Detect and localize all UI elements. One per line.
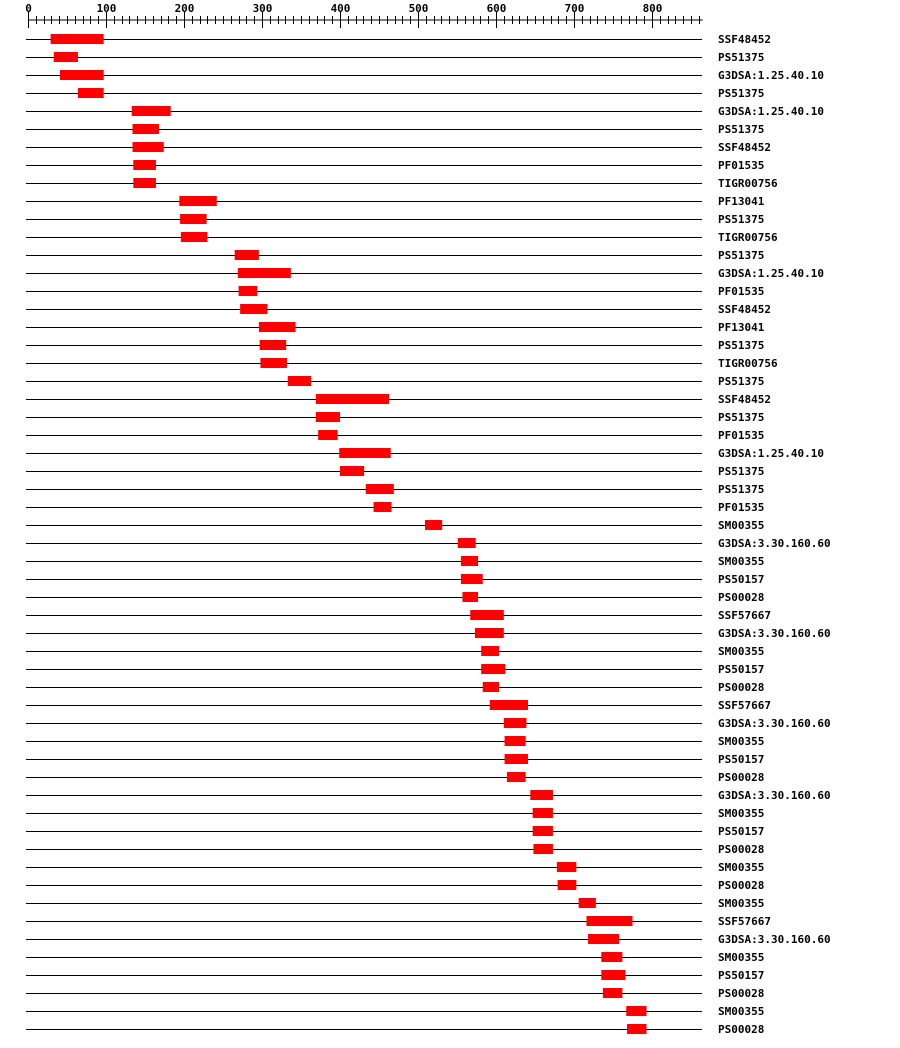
track-label: G3DSA:3.30.160.60 — [718, 717, 831, 730]
feature-track — [26, 933, 831, 946]
axis-tick-label: 700 — [564, 2, 585, 15]
feature-track — [26, 735, 764, 748]
feature-track — [26, 429, 764, 442]
feature-bar[interactable] — [626, 1006, 646, 1016]
feature-tracks — [26, 33, 831, 1036]
track-label: SM00355 — [718, 555, 765, 568]
track-label: SM00355 — [718, 951, 765, 964]
track-label: SM00355 — [718, 735, 765, 748]
feature-track — [26, 357, 778, 370]
feature-bar[interactable] — [601, 952, 622, 962]
feature-bar[interactable] — [179, 196, 216, 206]
feature-track — [26, 573, 764, 586]
feature-bar[interactable] — [462, 592, 478, 602]
feature-bar[interactable] — [235, 250, 259, 260]
feature-bar[interactable] — [504, 718, 527, 728]
track-label: PS50157 — [718, 573, 765, 586]
feature-bar[interactable] — [461, 556, 478, 566]
track-label: PS51375 — [718, 465, 765, 478]
track-label: PS51375 — [718, 249, 765, 262]
track-label: PS00028 — [718, 843, 765, 856]
feature-track — [26, 519, 764, 532]
feature-bar[interactable] — [132, 106, 171, 116]
feature-track — [26, 1005, 764, 1018]
feature-track — [26, 447, 824, 460]
track-label: TIGR00756 — [718, 357, 778, 370]
track-label: PS50157 — [718, 663, 765, 676]
feature-track — [26, 663, 764, 676]
track-label: PF01535 — [718, 501, 765, 514]
feature-track — [26, 951, 764, 964]
track-label: G3DSA:3.30.160.60 — [718, 537, 831, 550]
track-label: SM00355 — [718, 519, 765, 532]
feature-track — [26, 159, 764, 172]
position-axis — [25, 2, 703, 28]
feature-track — [26, 105, 824, 118]
feature-bar[interactable] — [133, 142, 164, 152]
track-label: G3DSA:1.25.40.10 — [718, 447, 824, 460]
feature-track — [26, 771, 764, 784]
feature-bar[interactable] — [288, 376, 311, 386]
track-label: SSF48452 — [718, 393, 771, 406]
track-label: SSF48452 — [718, 303, 771, 316]
feature-bar[interactable] — [339, 448, 390, 458]
track-label: G3DSA:3.30.160.60 — [718, 627, 831, 640]
feature-bar[interactable] — [470, 610, 504, 620]
feature-bar[interactable] — [475, 628, 504, 638]
feature-track — [26, 645, 764, 658]
feature-bar[interactable] — [586, 916, 632, 926]
axis-tick-label: 100 — [96, 2, 117, 15]
feature-bar[interactable] — [601, 970, 625, 980]
feature-track — [26, 267, 824, 280]
feature-bar[interactable] — [54, 52, 78, 62]
feature-track — [26, 825, 764, 838]
feature-bar[interactable] — [461, 574, 483, 584]
feature-track — [26, 87, 764, 100]
feature-track — [26, 249, 764, 262]
feature-bar[interactable] — [259, 322, 296, 332]
feature-bar[interactable] — [318, 430, 338, 440]
feature-bar[interactable] — [340, 466, 364, 476]
feature-bar[interactable] — [51, 34, 104, 44]
track-label: PS51375 — [718, 213, 765, 226]
feature-bar[interactable] — [78, 88, 104, 98]
feature-bar[interactable] — [557, 862, 577, 872]
feature-bar[interactable] — [490, 700, 528, 710]
feature-track — [26, 753, 764, 766]
feature-track — [26, 915, 771, 928]
track-label: SM00355 — [718, 1005, 765, 1018]
axis-tick-label: 500 — [408, 2, 429, 15]
feature-track — [26, 879, 764, 892]
track-label: SM00355 — [718, 897, 765, 910]
feature-track — [26, 717, 831, 730]
track-label: PS51375 — [718, 483, 765, 496]
feature-bar[interactable] — [133, 160, 156, 170]
track-label: PF01535 — [718, 429, 765, 442]
track-label: SM00355 — [718, 861, 765, 874]
feature-bar[interactable] — [425, 520, 442, 530]
feature-track — [26, 411, 764, 424]
track-label: G3DSA:1.25.40.10 — [718, 69, 824, 82]
track-label: SSF57667 — [718, 699, 771, 712]
track-label: PS00028 — [718, 987, 765, 1000]
feature-bar[interactable] — [603, 988, 623, 998]
feature-bar[interactable] — [366, 484, 394, 494]
feature-track — [26, 285, 764, 298]
feature-bar[interactable] — [483, 682, 499, 692]
axis-tick-label: 400 — [330, 2, 351, 15]
feature-track — [26, 51, 764, 64]
feature-bar[interactable] — [260, 358, 287, 368]
feature-track — [26, 321, 765, 334]
feature-bar[interactable] — [316, 394, 389, 404]
track-label: PS51375 — [718, 123, 765, 136]
track-label: PS51375 — [718, 339, 765, 352]
axis-tick-label: 200 — [174, 2, 195, 15]
track-label: PF01535 — [718, 159, 765, 172]
track-label: PS50157 — [718, 825, 765, 838]
track-label: PF13041 — [718, 195, 765, 208]
feature-track — [26, 33, 771, 46]
feature-bar[interactable] — [533, 844, 553, 854]
feature-bar[interactable] — [588, 934, 619, 944]
feature-bar[interactable] — [579, 898, 596, 908]
feature-track — [26, 231, 778, 244]
feature-bar[interactable] — [481, 646, 499, 656]
feature-track — [26, 141, 771, 154]
feature-track — [26, 591, 764, 604]
feature-bar[interactable] — [458, 538, 476, 548]
feature-bar[interactable] — [60, 70, 104, 80]
feature-track — [26, 177, 778, 190]
feature-bar[interactable] — [238, 268, 291, 278]
feature-bar[interactable] — [181, 232, 208, 242]
axis-tick-label: 0 — [25, 2, 32, 15]
feature-track — [26, 1023, 764, 1036]
feature-track — [26, 609, 771, 622]
feature-track — [26, 375, 764, 388]
feature-track — [26, 681, 764, 694]
track-label: PS51375 — [718, 375, 765, 388]
feature-track — [26, 69, 824, 82]
feature-bar[interactable] — [316, 412, 340, 422]
track-label: PS51375 — [718, 51, 765, 64]
track-label: G3DSA:1.25.40.10 — [718, 267, 824, 280]
feature-track — [26, 483, 764, 496]
track-label: PF01535 — [718, 285, 765, 298]
axis-tick-label: 800 — [642, 2, 663, 15]
feature-bar[interactable] — [533, 826, 553, 836]
track-label: TIGR00756 — [718, 231, 778, 244]
feature-bar[interactable] — [627, 1024, 647, 1034]
track-label: PS00028 — [718, 879, 765, 892]
feature-bar[interactable] — [481, 664, 505, 674]
feature-bar[interactable] — [133, 124, 160, 134]
track-label: SM00355 — [718, 645, 765, 658]
track-label: PS00028 — [718, 591, 765, 604]
track-label: PS00028 — [718, 1023, 765, 1036]
track-label: G3DSA:1.25.40.10 — [718, 105, 824, 118]
track-label: SM00355 — [718, 807, 765, 820]
feature-bar[interactable] — [240, 304, 267, 314]
feature-track — [26, 339, 764, 352]
feature-track — [26, 501, 764, 514]
feature-bar[interactable] — [239, 286, 258, 296]
track-label: PS00028 — [718, 681, 765, 694]
feature-bar[interactable] — [530, 790, 553, 800]
feature-bar[interactable] — [505, 736, 526, 746]
feature-track — [26, 123, 764, 136]
feature-track — [26, 897, 764, 910]
axis-tick-label: 600 — [486, 2, 507, 15]
feature-bar[interactable] — [180, 214, 207, 224]
feature-track — [26, 969, 764, 982]
feature-bar[interactable] — [133, 178, 156, 188]
track-label: SSF48452 — [718, 33, 771, 46]
feature-bar[interactable] — [507, 772, 526, 782]
track-label: PS51375 — [718, 87, 765, 100]
track-label: PS51375 — [718, 411, 765, 424]
feature-bar[interactable] — [374, 502, 392, 512]
feature-track — [26, 861, 764, 874]
track-label: G3DSA:3.30.160.60 — [718, 933, 831, 946]
track-label: SSF57667 — [718, 915, 771, 928]
track-label: PS50157 — [718, 753, 765, 766]
feature-bar[interactable] — [558, 880, 577, 890]
feature-track — [26, 699, 771, 712]
track-label: PS50157 — [718, 969, 765, 982]
feature-track — [26, 807, 764, 820]
feature-track — [26, 843, 764, 856]
track-label: PS00028 — [718, 771, 765, 784]
feature-track — [26, 465, 764, 478]
track-label: SSF57667 — [718, 609, 771, 622]
feature-track — [26, 195, 765, 208]
track-label: SSF48452 — [718, 141, 771, 154]
track-label: G3DSA:3.30.160.60 — [718, 789, 831, 802]
feature-track — [26, 537, 831, 550]
feature-track — [26, 555, 764, 568]
feature-track — [26, 393, 771, 406]
feature-track — [26, 987, 764, 1000]
feature-track — [26, 213, 764, 226]
feature-track — [26, 303, 771, 316]
feature-bar[interactable] — [260, 340, 287, 350]
axis-tick-label: 300 — [252, 2, 273, 15]
feature-bar[interactable] — [533, 808, 553, 818]
feature-track — [26, 627, 831, 640]
feature-bar[interactable] — [505, 754, 528, 764]
track-label: TIGR00756 — [718, 177, 778, 190]
track-label: PF13041 — [718, 321, 765, 334]
feature-track — [26, 789, 831, 802]
